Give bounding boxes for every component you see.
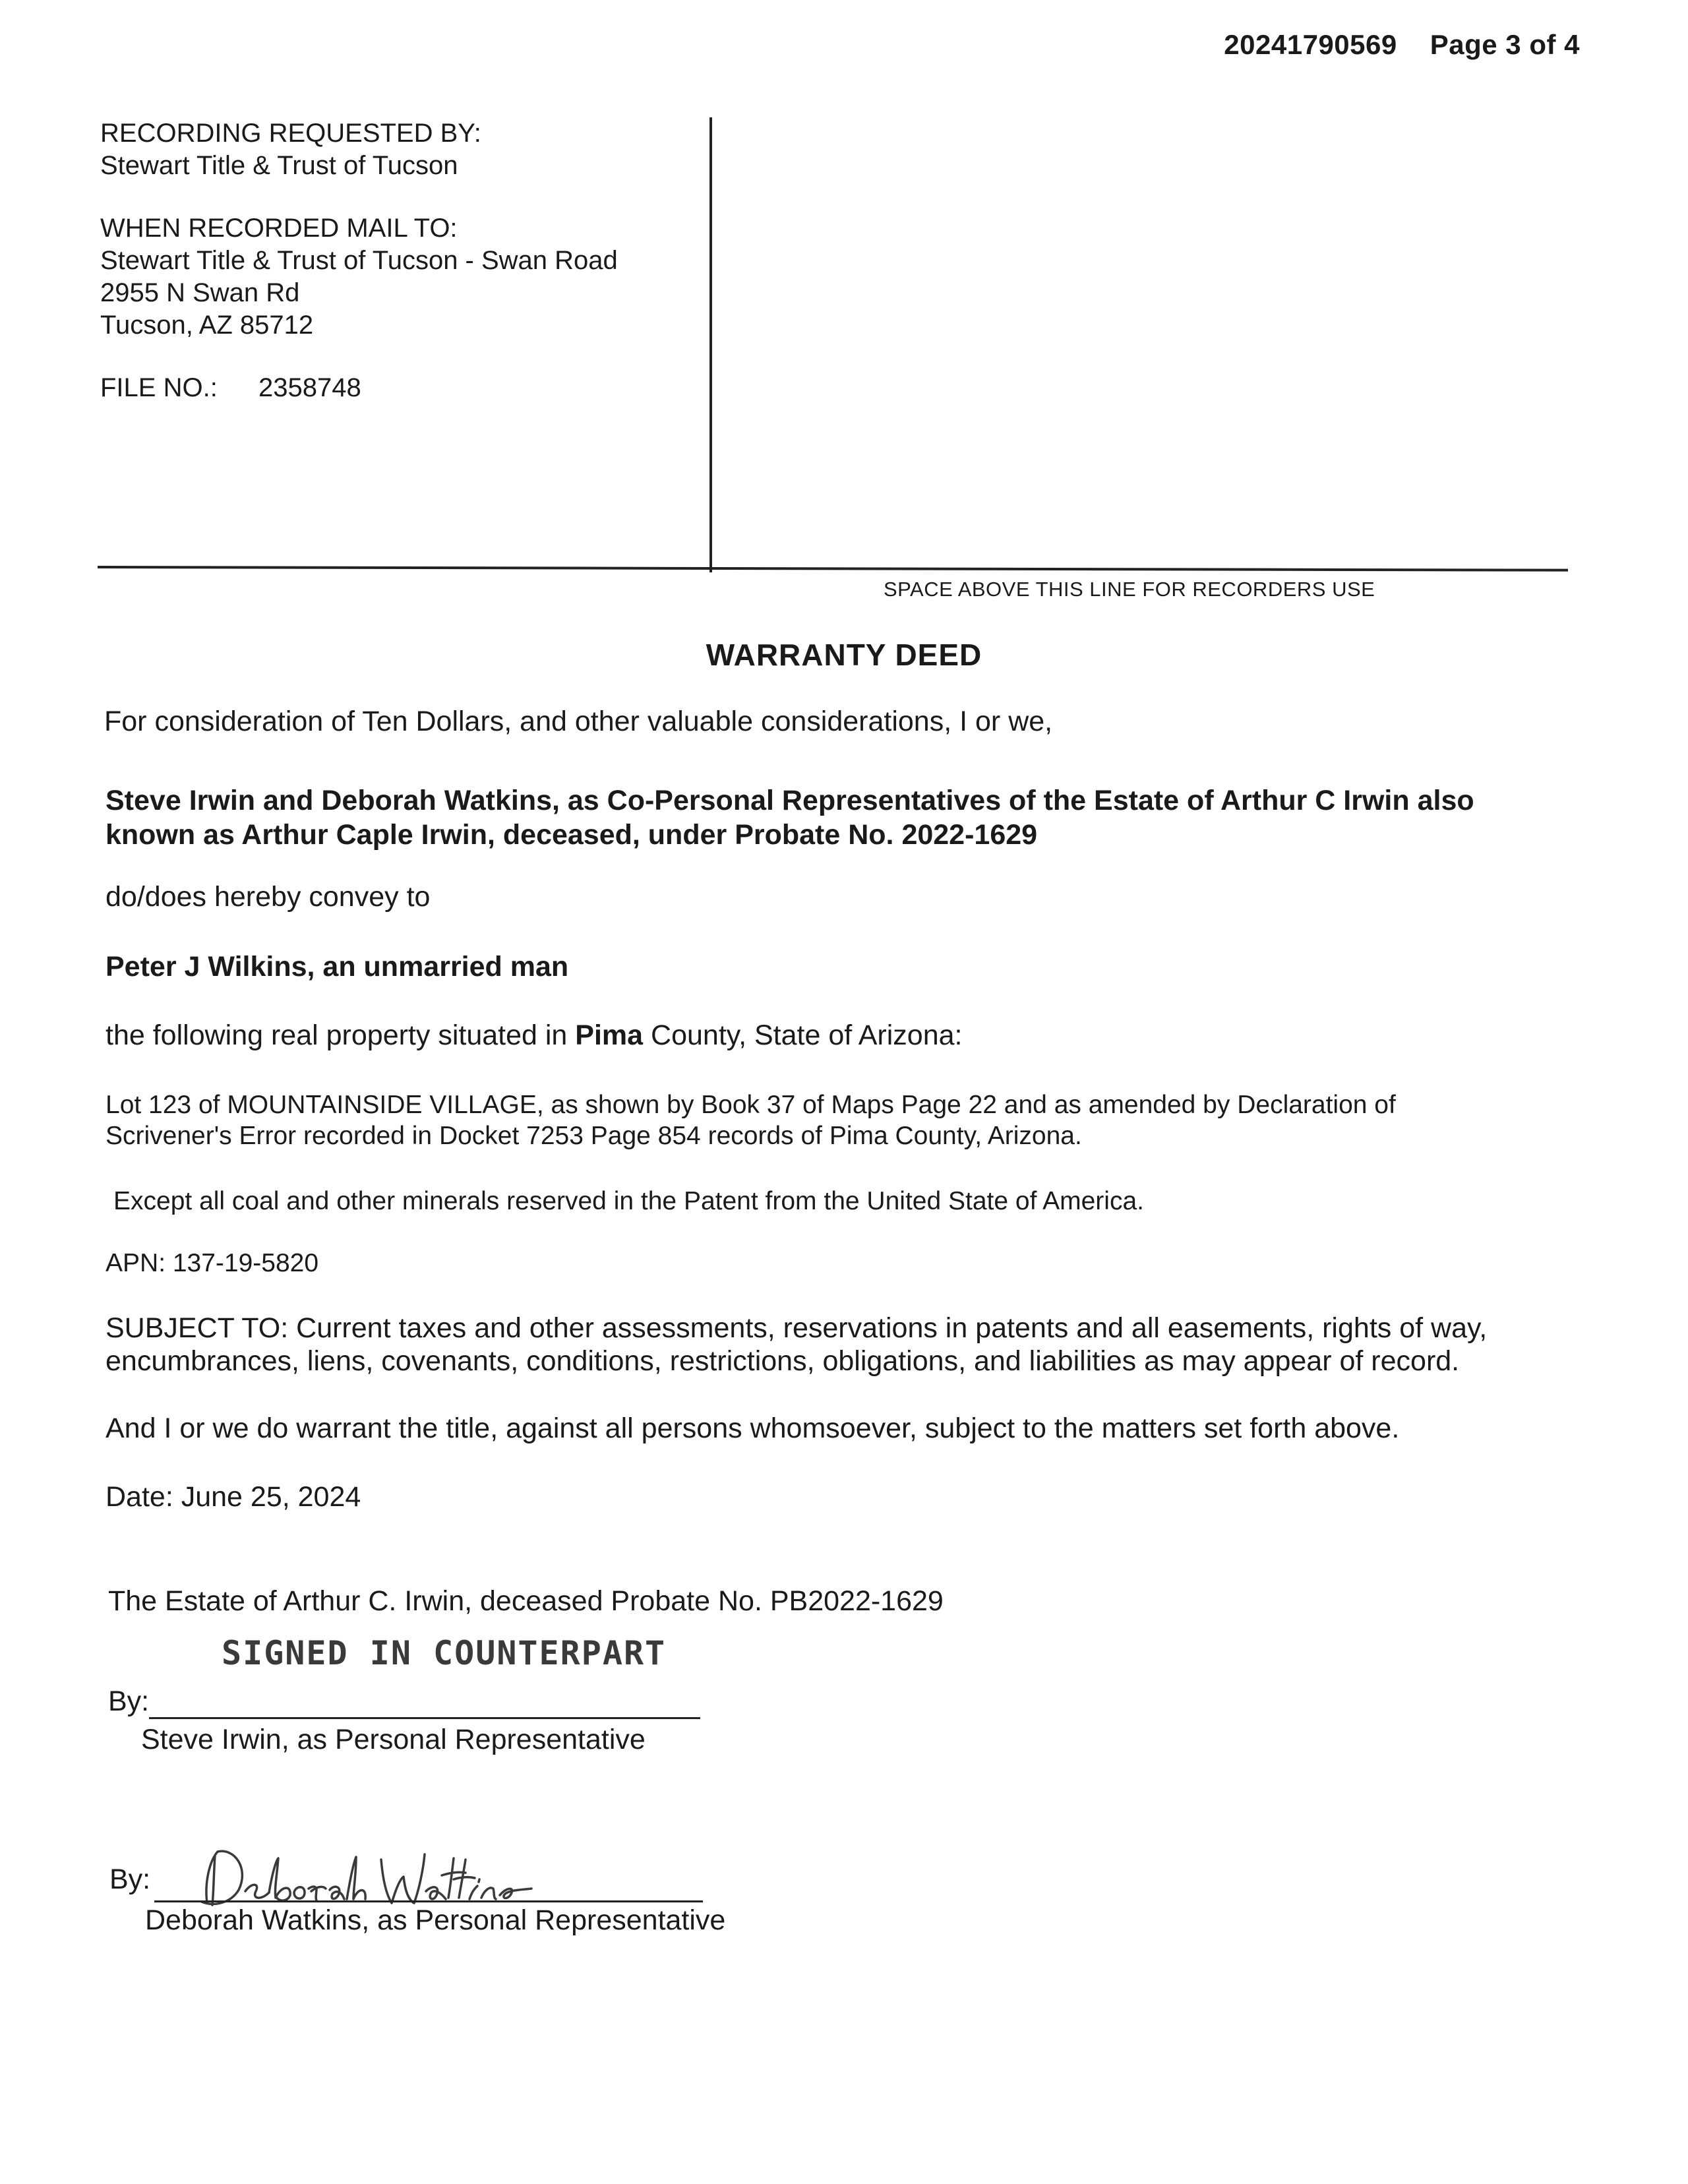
consideration-text: For consideration of Ten Dollars, and other valuable considerations, I or we, xyxy=(104,706,1053,737)
signature-line-1 xyxy=(149,1717,700,1719)
mail-to-city: Tucson, AZ 85712 xyxy=(100,311,314,340)
property-suffix: County, State of Arizona: xyxy=(643,1019,963,1051)
property-prefix: the following real property situated in xyxy=(106,1019,576,1051)
legal-description-line-1: Lot 123 of MOUNTAINSIDE VILLAGE, as shown by Book 37 of Maps Page 22 and as amended by Declaration of xyxy=(106,1091,1396,1119)
signature-line-2 xyxy=(154,1900,703,1902)
convey-text: do/does hereby convey to xyxy=(106,881,431,913)
signer-1-name: Steve Irwin, as Personal Representative xyxy=(141,1724,646,1755)
apn-text: APN: 137-19-5820 xyxy=(106,1249,319,1277)
by-label-2: By: xyxy=(109,1864,151,1895)
document-header xyxy=(1224,29,1580,61)
legal-description-line-2: Scrivener's Error recorded in Docket 7253 Page 854 records of Pima County, Arizona. xyxy=(106,1122,1082,1150)
document-number: 20241790569 xyxy=(1224,29,1397,60)
signed-in-counterpart-stamp: SIGNED IN COUNTERPART xyxy=(222,1634,667,1672)
estate-text: The Estate of Arthur C. Irwin, deceased Probate No. PB2022-1629 xyxy=(108,1585,944,1617)
recording-box-divider xyxy=(709,117,712,572)
recorders-line xyxy=(98,566,1568,572)
recorders-note: SPACE ABOVE THIS LINE FOR RECORDERS USE xyxy=(884,578,1375,601)
warrant-text: And I or we do warrant the title, against all persons whomsoever, subject to the matters set forth above. xyxy=(106,1412,1400,1444)
by-label-1: By: xyxy=(108,1685,150,1717)
file-no-label: FILE NO.: xyxy=(100,373,218,402)
date-text: Date: June 25, 2024 xyxy=(106,1481,361,1513)
subject-to-line-2: encumbrances, liens, covenants, conditions, restrictions, obligations, and liabilities as may appear of record. xyxy=(106,1345,1460,1377)
file-no-value: 2358748 xyxy=(258,373,361,402)
grantee-text: Peter J Wilkins, an unmarried man xyxy=(106,951,569,983)
document-title: WARRANTY DEED xyxy=(706,638,982,672)
page-label: Page 3 of 4 xyxy=(1430,29,1580,60)
grantor-line-1: Steve Irwin and Deborah Watkins, as Co-Personal Representatives of the Estate of Arthur C Irwin also xyxy=(106,785,1474,816)
grantor-line-2: known as Arthur Caple Irwin, deceased, under Probate No. 2022-1629 xyxy=(106,819,1038,851)
subject-to-line-1: SUBJECT TO: Current taxes and other assessments, reservations in patents and all easements, rights of way, xyxy=(106,1312,1488,1344)
requested-by-label: RECORDING REQUESTED BY: xyxy=(100,119,481,148)
mail-to-name: Stewart Title & Trust of Tucson - Swan Road xyxy=(100,246,618,275)
property-location xyxy=(106,1019,963,1052)
mail-to-street: 2955 N Swan Rd xyxy=(100,278,300,307)
signer-2-name: Deborah Watkins, as Personal Representative xyxy=(145,1904,726,1936)
except-text: Except all coal and other minerals reserved in the Patent from the United State of America. xyxy=(113,1187,1144,1215)
property-county: Pima xyxy=(575,1019,644,1051)
requested-by-name: Stewart Title & Trust of Tucson xyxy=(100,151,458,180)
mail-to-label: WHEN RECORDED MAIL TO: xyxy=(100,214,458,243)
